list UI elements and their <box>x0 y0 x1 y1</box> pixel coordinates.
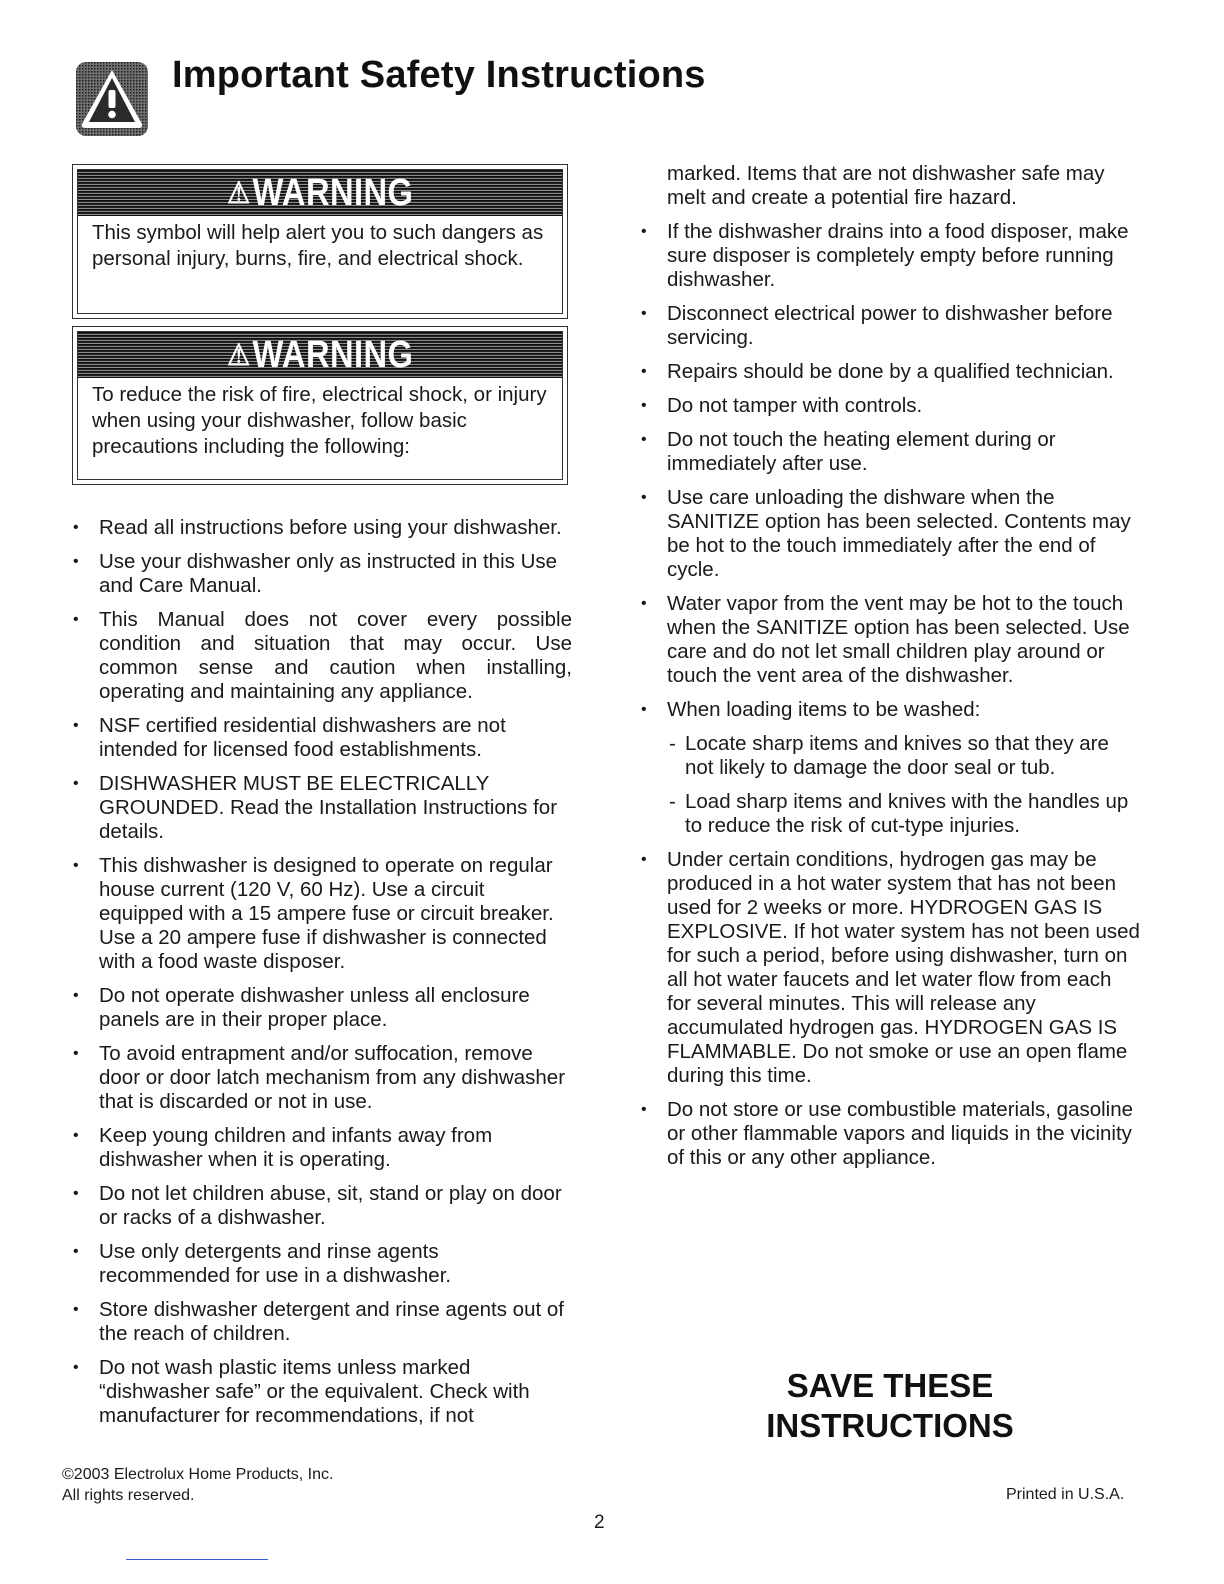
list-item: • Do not touch the heating element during or immediately after use. <box>640 428 1140 476</box>
list-item: • Use your dishwasher only as instructed in this Use and Care Manual. <box>72 550 572 598</box>
list-item: • Under certain conditions, hydrogen gas may be produced in a hot water system that has not been used for 2 weeks or more. HYDROGEN GAS IS EXPLOSIVE. If hot water system has not been used for such a period, before using dishwasher, turn on all hot water faucets and let water flow from each for several minutes. This will release any accumulated hydrogen gas. HYDROGEN GAS IS FLAMMABLE. Do not smoke or use an open flame during this time. <box>640 848 1140 1088</box>
page-title: Important Safety Instructions <box>172 54 706 96</box>
list-item: • Repairs should be done by a qualified technician. <box>640 360 1140 384</box>
loading-intro: When loading items to be washed: <box>667 698 981 721</box>
list-item: • Keep young children and infants away from dishwasher when it is operating. <box>72 1124 572 1172</box>
warning-text: This symbol will help alert you to such dangers as personal injury, burns, fire, and electrical shock. <box>92 221 544 270</box>
list-item: • Do not let children abuse, sit, stand or play on door or racks of a dishwasher. <box>72 1182 572 1230</box>
list-item: • Water vapor from the vent may be hot to the touch when the SANITIZE option has been selected. Use care and do not let small children play around or touch the vent area of the dishwasher. <box>640 592 1140 688</box>
sub-list-item: - Locate sharp items and knives so that they are not likely to damage the door seal or tub. <box>667 732 1140 780</box>
copyright-notice <box>62 1464 333 1506</box>
list-item: • This Manual does not cover every possible condition and situation that may occur. Use common sense and caution when installing, operating and maintaining any appliance. <box>72 608 572 704</box>
list-item: • To avoid entrapment and/or suffocation, remove door or door latch mechanism from any dishwasher that is discarded or not in use. <box>72 1042 572 1114</box>
warning-banner <box>78 332 562 378</box>
save-heading-line1: SAVE THESE <box>786 1367 994 1404</box>
list-item-loading <box>640 698 1140 838</box>
warning-triangle-icon: ⚠ <box>226 176 251 210</box>
list-item: • Read all instructions before using your dishwasher. <box>72 516 572 540</box>
warning-triangle-icon <box>76 62 156 142</box>
save-heading-line2: INSTRUCTIONS <box>766 1407 1014 1444</box>
warning-banner <box>78 170 562 216</box>
warning-label: WARNING <box>252 333 414 376</box>
list-item: • This dishwasher is designed to operate on regular house current (120 V, 60 Hz). Use a circuit equipped with a 15 ampere fuse or circuit breaker. Use a 20 ampere fuse if dishwasher is connected with a food waste disposer. <box>72 854 572 974</box>
warning-triangle-icon: ⚠ <box>226 338 251 372</box>
sub-list-item: - Load sharp items and knives with the handles up to reduce the risk of cut-type injuries. <box>667 790 1140 838</box>
list-item: • Store dishwasher detergent and rinse agents out of the reach of children. <box>72 1298 572 1346</box>
list-item: • Use care unloading the dishware when the SANITIZE option has been selected. Contents may be hot to the touch immediately after the end of cycle. <box>640 486 1140 582</box>
warning-label: WARNING <box>252 171 414 214</box>
list-item: • NSF certified residential dishwashers are not intended for licensed food establishments. <box>72 714 572 762</box>
copyright-text: ©2003 Electrolux Home Products, Inc. <box>62 1466 334 1483</box>
warning-text: To reduce the risk of fire, electrical shock, or injury when using your dishwasher, follow basic precautions including the following: <box>92 383 547 458</box>
divider <box>126 1559 268 1560</box>
printed-in-text: Printed in U.S.A. <box>1006 1486 1125 1503</box>
warning-box <box>72 164 568 319</box>
warning-box <box>72 326 568 485</box>
right-column <box>640 162 1140 1180</box>
list-item: • Use only detergents and rinse agents recommended for use in a dishwasher. <box>72 1240 572 1288</box>
continuation-text: marked. Items that are not dishwasher safe may melt and create a potential fire hazard. <box>667 162 1105 209</box>
list-item: • Disconnect electrical power to dishwasher before servicing. <box>640 302 1140 350</box>
page-number: 2 <box>594 1512 605 1533</box>
rights-text: All rights reserved. <box>62 1487 195 1504</box>
list-item: • Do not tamper with controls. <box>640 394 1140 418</box>
list-item: • Do not wash plastic items unless marked “dishwasher safe” or the equivalent. Check with manufacturer for recommendations, if not <box>72 1356 572 1428</box>
left-column <box>72 516 572 1438</box>
list-item: • Do not store or use combustible materials, gasoline or other flammable vapors and liquids in the vicinity of this or any other appliance. <box>640 1098 1140 1170</box>
list-item: • If the dishwasher drains into a food disposer, make sure disposer is completely empty before running dishwasher. <box>640 220 1140 292</box>
save-instructions-heading <box>740 1366 1040 1446</box>
list-item: • DISHWASHER MUST BE ELECTRICALLY GROUNDED. Read the Installation Instructions for details. <box>72 772 572 844</box>
list-item: • Do not operate dishwasher unless all enclosure panels are in their proper place. <box>72 984 572 1032</box>
